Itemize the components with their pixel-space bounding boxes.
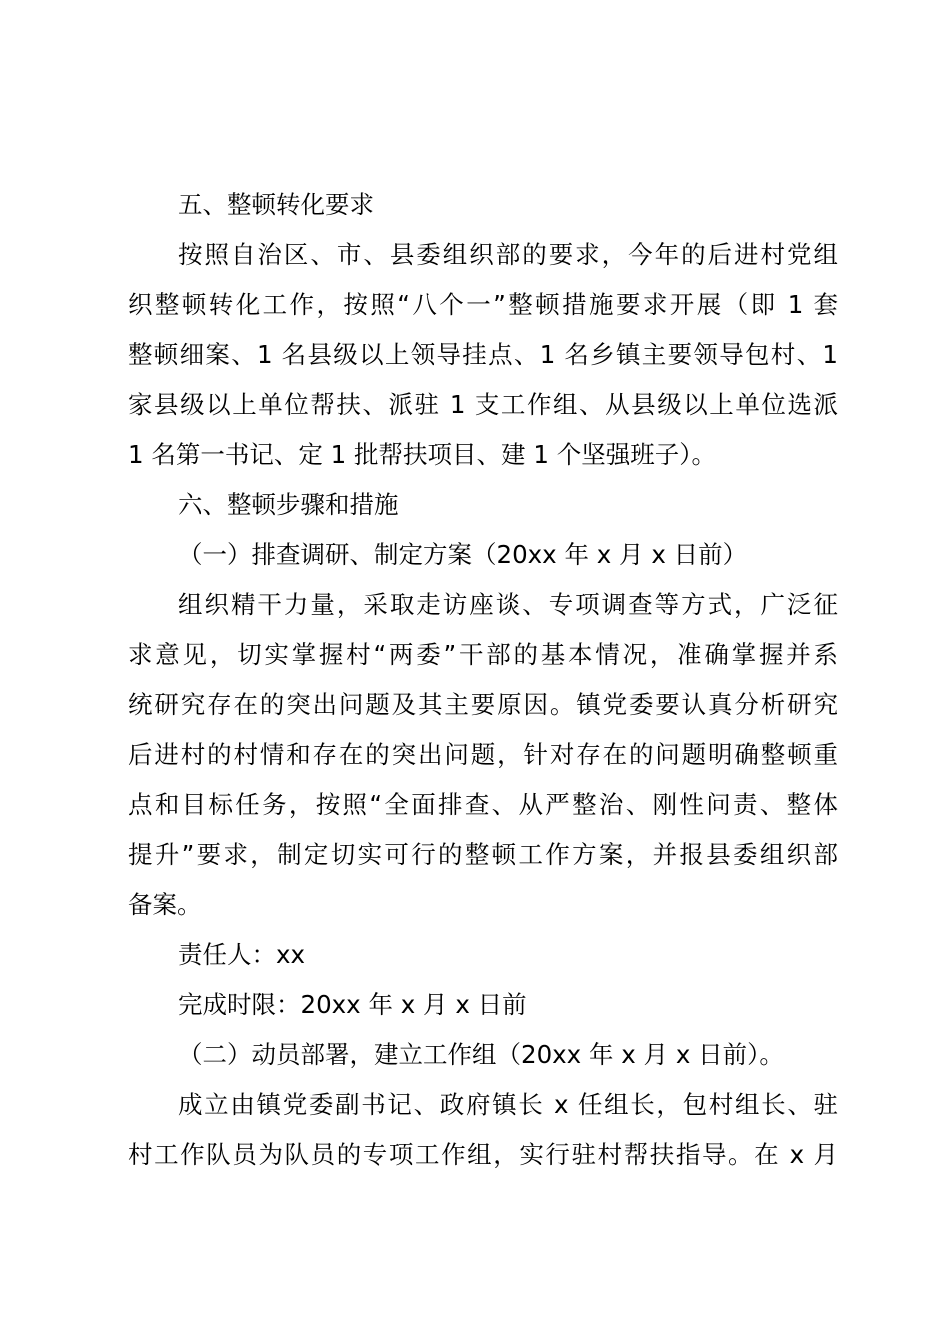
paragraph-line: 提升”要求，制定切实可行的整顿工作方案，并报县委组织部 xyxy=(128,840,838,869)
paragraph-line: 1 名第一书记、定 1 批帮扶项目、建 1 个坚强班子）。 xyxy=(128,440,716,469)
heading-section-5: 五、整顿转化要求 xyxy=(178,190,374,219)
paragraph-line: 点和目标任务，按照“全面排查、从严整治、刚性问责、整体 xyxy=(128,790,838,819)
deadline: 完成时限：20xx 年 x 月 x 日前 xyxy=(178,990,527,1019)
responsible-person: 责任人：xx xyxy=(178,940,305,969)
subheading-2: （二）动员部署，建立工作组（20xx 年 x 月 x 日前）。 xyxy=(178,1040,784,1069)
paragraph-line: 织整顿转化工作，按照“八个一”整顿措施要求开展（即 1 套 xyxy=(128,290,838,319)
heading-section-6: 六、整顿步骤和措施 xyxy=(178,490,399,519)
paragraph-line: 家县级以上单位帮扶、派驻 1 支工作组、从县级以上单位选派 xyxy=(128,390,838,419)
paragraph-line: 后进村的村情和存在的突出问题，针对存在的问题明确整顿重 xyxy=(128,740,838,769)
paragraph-line: 备案。 xyxy=(128,890,202,919)
paragraph-line: 统研究存在的突出问题及其主要原因。镇党委要认真分析研究 xyxy=(128,690,838,719)
paragraph-line: 求意见，切实掌握村“两委”干部的基本情况，准确掌握并系 xyxy=(128,640,838,669)
paragraph-line: 组织精干力量，采取走访座谈、专项调查等方式，广泛征 xyxy=(178,590,838,619)
subheading-1: （一）排查调研、制定方案（20xx 年 x 月 x 日前） xyxy=(178,540,748,569)
paragraph-line: 整顿细案、1 名县级以上领导挂点、1 名乡镇主要领导包村、1 xyxy=(128,340,838,369)
paragraph-line: 成立由镇党委副书记、政府镇长 x 任组长，包村组长、驻 xyxy=(178,1090,838,1119)
paragraph-line: 村工作队员为队员的专项工作组，实行驻村帮扶指导。在 x 月 xyxy=(128,1140,838,1169)
paragraph-line: 按照自治区、市、县委组织部的要求，今年的后进村党组 xyxy=(178,240,838,269)
